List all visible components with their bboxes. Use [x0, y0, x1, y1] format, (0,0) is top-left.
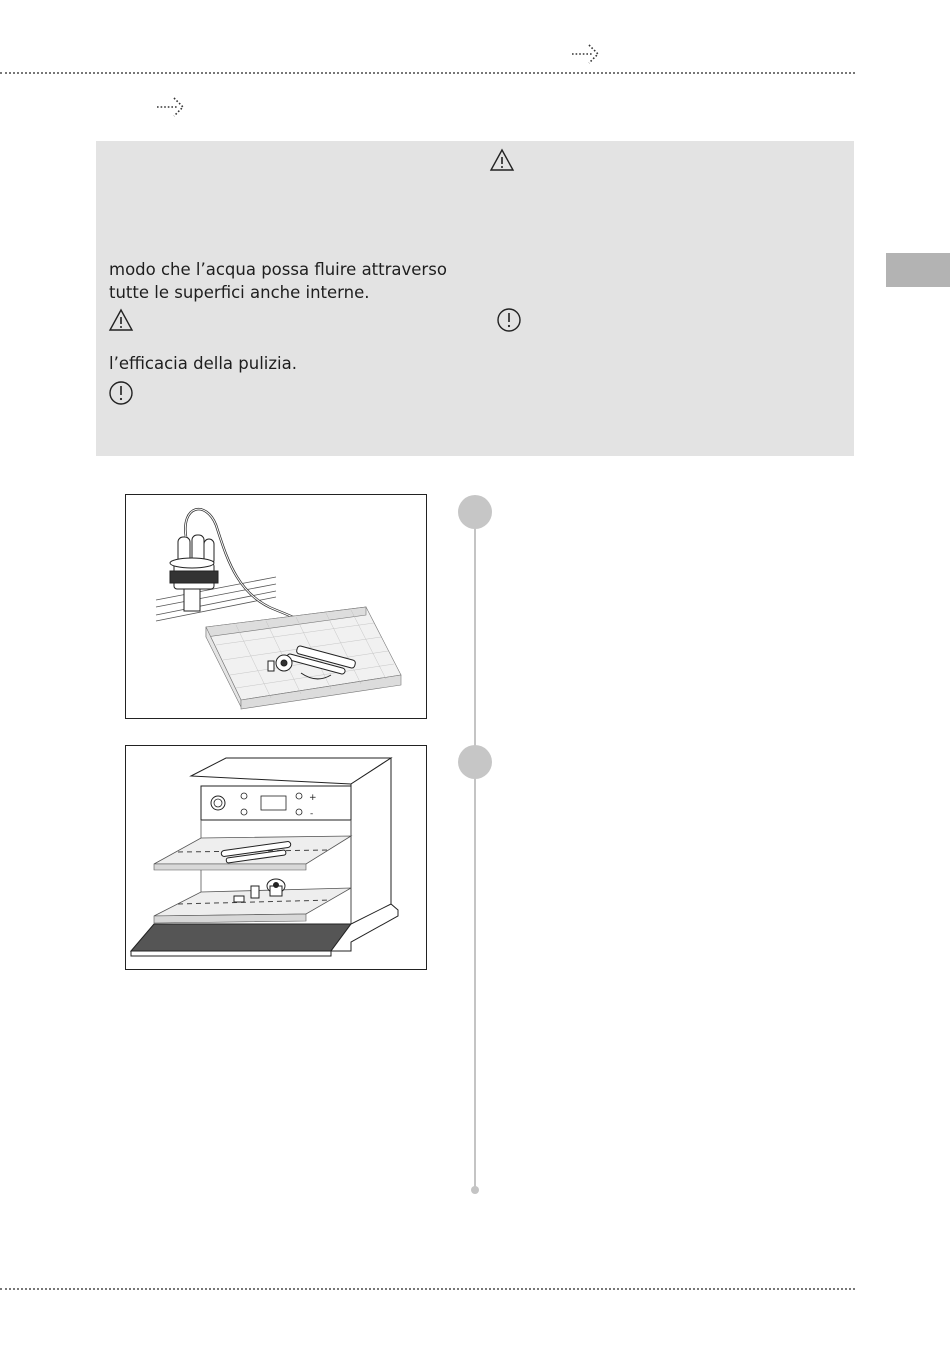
- header-dotted-arrow-icon: [572, 43, 602, 65]
- note-text-line: l’efficacia della pulizia.: [109, 354, 297, 373]
- chapter-side-tab: [886, 253, 950, 287]
- warning-triangle-icon: [108, 307, 134, 333]
- intro-dotted-arrow-icon: [157, 96, 187, 118]
- timeline-end-dot: [471, 1186, 479, 1194]
- svg-text:-: -: [310, 809, 314, 819]
- note-text-line: modo che l’acqua possa fluire attraverso: [109, 260, 447, 279]
- exclamation-circle-icon: [108, 380, 134, 406]
- step-circle-2: [458, 745, 492, 779]
- warning-triangle-icon: [489, 147, 515, 173]
- note-text-line: tutte le superfici anche interne.: [109, 283, 370, 302]
- step-timeline: [474, 512, 476, 1190]
- exclamation-circle-icon: [496, 307, 522, 333]
- svg-text:+: +: [309, 793, 317, 803]
- footer-divider: [0, 1288, 855, 1290]
- header-divider: [0, 72, 855, 74]
- washer-disinfector-loading-illustration: [125, 745, 427, 970]
- adapter-basket-illustration: [125, 494, 427, 719]
- step-circle-1: [458, 495, 492, 529]
